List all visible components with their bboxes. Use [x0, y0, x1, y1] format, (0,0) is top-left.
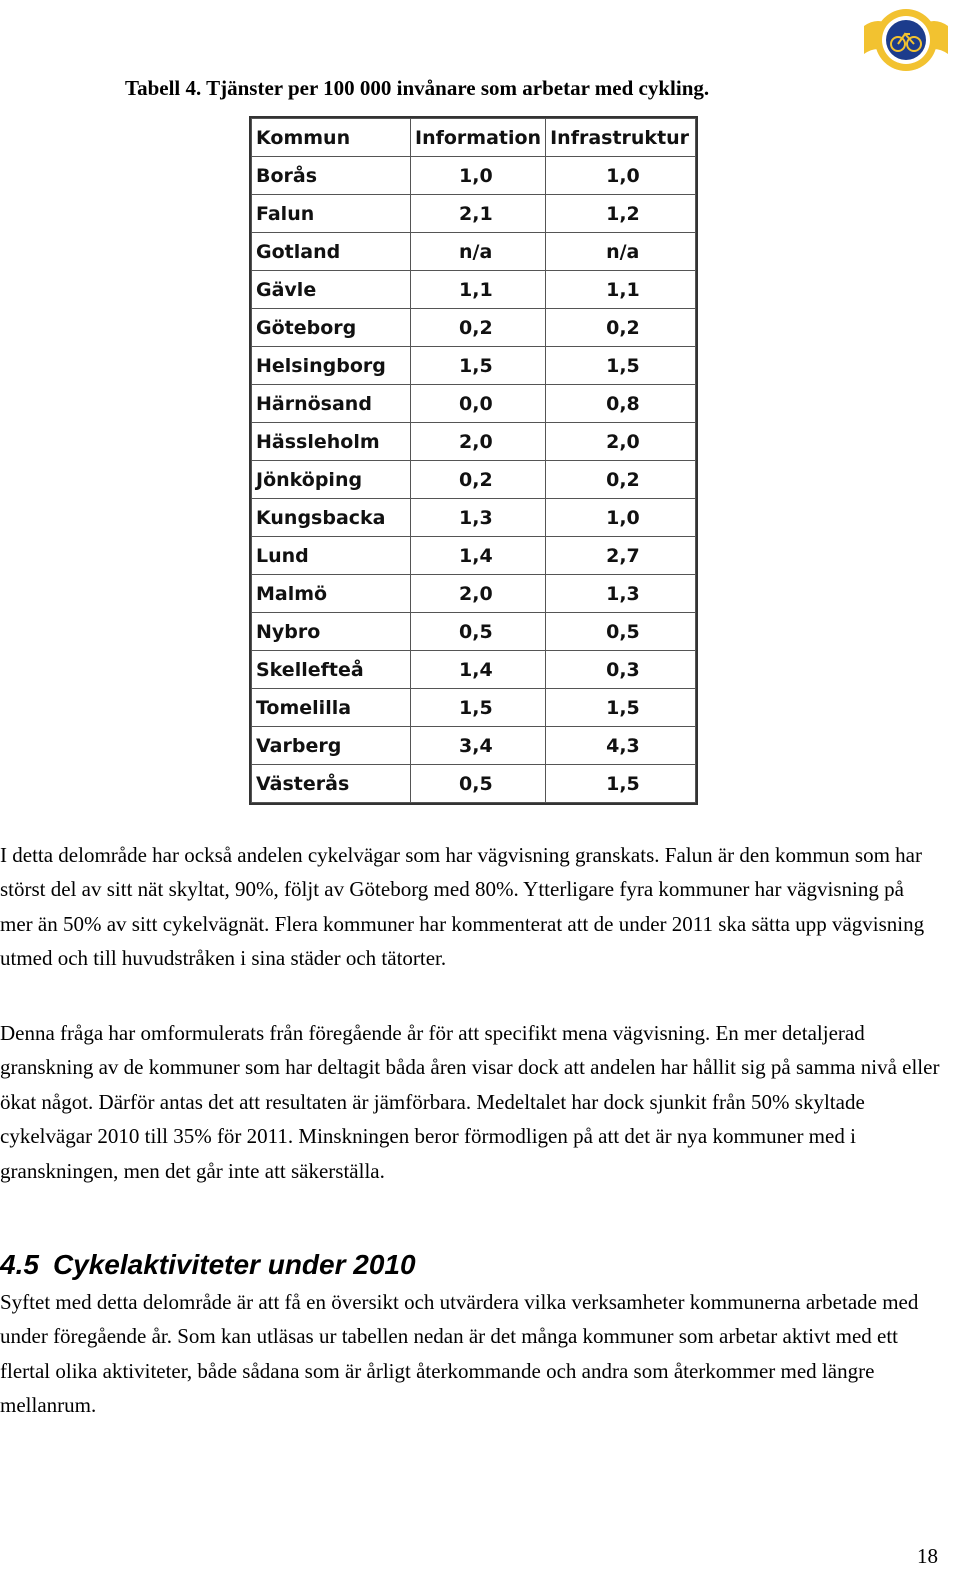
information-cell: 0,5 [411, 613, 546, 651]
column-header-infrastruktur: Infrastruktur [546, 119, 696, 157]
information-cell: 1,5 [411, 347, 546, 385]
kommun-cell: Gävle [252, 271, 411, 309]
table-row [252, 613, 696, 651]
table-row [252, 499, 696, 537]
table-row [252, 157, 696, 195]
table-row [252, 347, 696, 385]
information-cell: 0,0 [411, 385, 546, 423]
information-cell: 2,0 [411, 575, 546, 613]
section-number: 4.5 [0, 1249, 39, 1280]
table-row [252, 689, 696, 727]
kommun-cell: Varberg [252, 727, 411, 765]
table-row [252, 271, 696, 309]
table-row [252, 309, 696, 347]
information-cell: 1,0 [411, 157, 546, 195]
kommun-cell: Borås [252, 157, 411, 195]
kommun-cell: Lund [252, 537, 411, 575]
paragraph-cykelaktiviteter: Syftet med detta delområde är att få en översikt och utvärdera vilka verksamheter kommunerna arbetade med under föregående år. Som kan utläsas ur tabellen nedan är det många kommuner som arbetar aktivt med ett flertal olika aktiviteter, både sådana som är årligt återkommande och andra som återkommer med längre mellanrum. [0, 1290, 919, 1418]
kommun-cell: Västerås [252, 765, 411, 803]
information-cell: 1,4 [411, 651, 546, 689]
table-row [252, 651, 696, 689]
infrastruktur-cell: 1,0 [546, 499, 696, 537]
information-cell: 1,4 [411, 537, 546, 575]
infrastruktur-cell: 1,5 [546, 689, 696, 727]
table-row [252, 727, 696, 765]
infrastruktur-cell: n/a [546, 233, 696, 271]
kommun-cell: Kungsbacka [252, 499, 411, 537]
kommun-cell: Skellefteå [252, 651, 411, 689]
information-cell: 0,2 [411, 461, 546, 499]
information-cell: 3,4 [411, 727, 546, 765]
infrastruktur-cell: 4,3 [546, 727, 696, 765]
column-header-information: Information [411, 119, 546, 157]
information-cell: 0,5 [411, 765, 546, 803]
infrastruktur-cell: 0,5 [546, 613, 696, 651]
infrastruktur-cell: 0,2 [546, 309, 696, 347]
kommun-cell: Helsingborg [252, 347, 411, 385]
infrastruktur-cell: 1,1 [546, 271, 696, 309]
table-row [252, 195, 696, 233]
kommun-cell: Malmö [252, 575, 411, 613]
infrastruktur-cell: 0,2 [546, 461, 696, 499]
paragraph-vagvisning: I detta delområde har också andelen cykelvägar som har vägvisning granskats. Falun är den kommun som har störst del av sitt nät skyltat, 90%, följt av Göteborg med 80%. Ytterligare fyra kommuner har vägvisning på mer än 50% av sitt cykelvägnät. Flera kommuner har kommenterat att de under 2011 ska sätta upp vägvisning utmed och till huvudstråken i sina städer och tätorter. [0, 843, 925, 971]
information-cell: n/a [411, 233, 546, 271]
kommun-cell: Falun [252, 195, 411, 233]
kommun-cell: Hässleholm [252, 423, 411, 461]
kommun-cell: Nybro [252, 613, 411, 651]
kommun-cell: Gotland [252, 233, 411, 271]
information-cell: 2,1 [411, 195, 546, 233]
table-title: Tabell 4. Tjänster per 100 000 invånare som arbetar med cykling. [125, 76, 710, 100]
kommun-cell: Härnösand [252, 385, 411, 423]
services-table [251, 118, 696, 803]
kommun-cell: Jönköping [252, 461, 411, 499]
infrastruktur-cell: 0,3 [546, 651, 696, 689]
information-cell: 0,2 [411, 309, 546, 347]
table-header-row [252, 119, 696, 157]
paragraph-jamforelse: Denna fråga har omformulerats från föregående år för att specifikt mena vägvisning. En mer detaljerad granskning av de kommuner som har deltagit båda åren visar dock att andelen har hållit sig på samma nivå eller ökat något. Därför antas det att resultaten är jämförbara. Medeltalet har dock sjunkit från 50% skyltade cykelvägar 2010 till 35% för 2011. Minskningen beror förmodligen på att det är nya kommuner med i granskningen, men det går inte att säkerställa. [0, 1021, 940, 1183]
infrastruktur-cell: 1,5 [546, 765, 696, 803]
information-cell: 1,3 [411, 499, 546, 537]
infrastruktur-cell: 1,2 [546, 195, 696, 233]
information-cell: 2,0 [411, 423, 546, 461]
table-row [252, 575, 696, 613]
section-heading [0, 1246, 416, 1284]
table-row [252, 385, 696, 423]
page-number: 18 [917, 1544, 938, 1568]
table-row [252, 423, 696, 461]
infrastruktur-cell: 2,0 [546, 423, 696, 461]
infrastruktur-cell: 0,8 [546, 385, 696, 423]
table-row [252, 461, 696, 499]
kommun-cell: Tomelilla [252, 689, 411, 727]
table-row [252, 233, 696, 271]
information-cell: 1,5 [411, 689, 546, 727]
column-header-kommun: Kommun [252, 119, 411, 157]
section-title: Cykelaktiviteter under 2010 [52, 1249, 416, 1280]
infrastruktur-cell: 2,7 [546, 537, 696, 575]
table-row [252, 537, 696, 575]
infrastruktur-cell: 1,0 [546, 157, 696, 195]
cycling-federation-emblem-icon [858, 4, 954, 76]
information-cell: 1,1 [411, 271, 546, 309]
table-row [252, 765, 696, 803]
kommun-cell: Göteborg [252, 309, 411, 347]
infrastruktur-cell: 1,3 [546, 575, 696, 613]
infrastruktur-cell: 1,5 [546, 347, 696, 385]
